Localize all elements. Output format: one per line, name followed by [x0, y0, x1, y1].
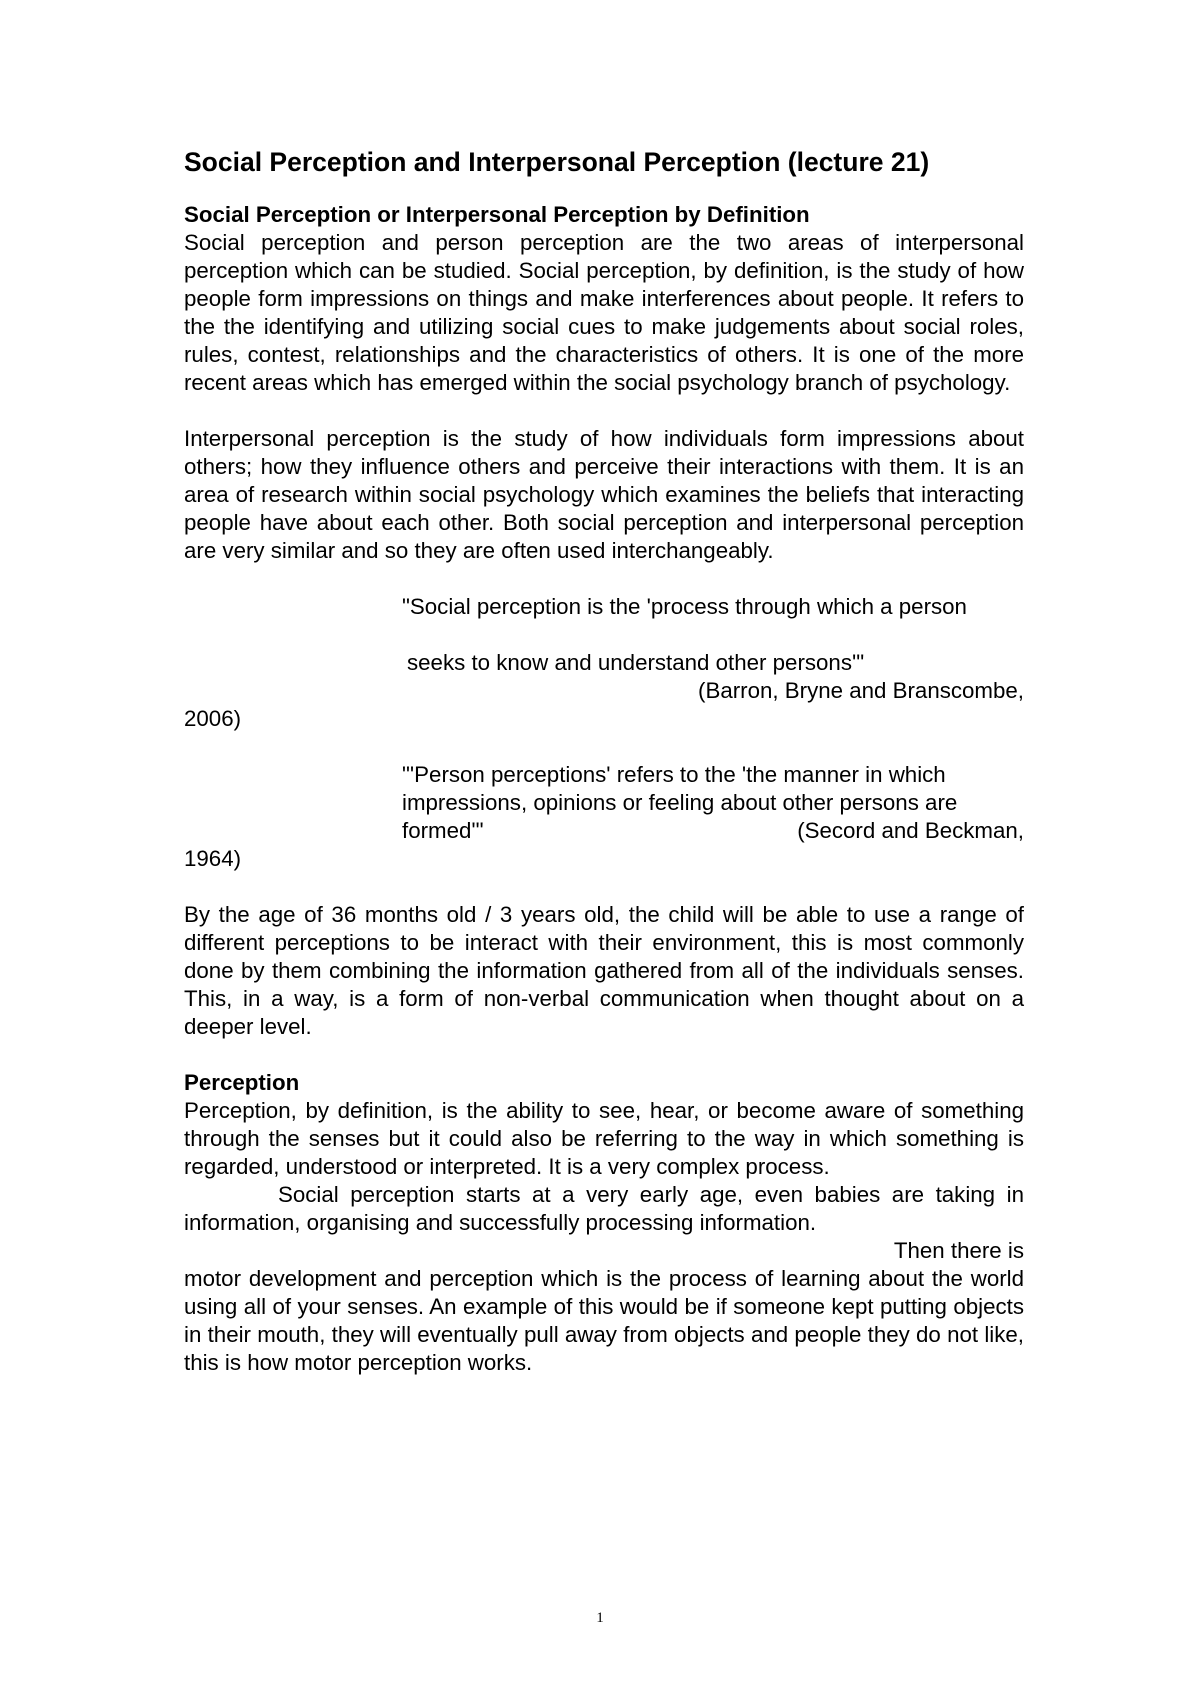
paragraph-child-development: By the age of 36 months old / 3 years old, the child will be able to use a range of different perceptions to be interact with their environment, this is most commonly done by them combining the information gathered from all of the individuals senses. This, in a way, is a form of non-verbal communication when thought about on a deeper level. [184, 902, 1024, 1039]
paragraph-social-perception: Social perception and person perception are the two areas of interpersonal perception which can be studied. Social perception, by definition, is the study of how people form impressions on things and make interferences about people. It refers to the the identifying and utilizing social cues to make judgements about social roles, rules, contest, relationships and the characteristics of others. It is one of the more recent areas which has emerged within the social psychology branch of psychology. [184, 230, 1024, 395]
paragraph-gap [184, 565, 1024, 593]
quote-2-line-3-row [184, 817, 1024, 845]
page-number: 1 [596, 1610, 604, 1626]
paragraph-gap [184, 873, 1024, 901]
paragraph-gap [184, 397, 1024, 425]
quote-2-citation-year: 1964) [184, 846, 242, 871]
document-body [184, 145, 1024, 1377]
quote-2-line-3: formed'" [402, 818, 484, 843]
paragraph-gap [184, 1041, 1024, 1069]
quote-1-line-1: "Social perception is the 'process through which a person [402, 594, 967, 619]
paragraph-interpersonal-perception: Interpersonal perception is the study of how individuals form impressions about others; how they influence others and perceive their interactions with them. It is an area of research within social psychology which examines the beliefs that interacting people have about each other. Both social perception and interpersonal perception are very similar and so they are often used interchangeably. [184, 426, 1024, 563]
page-title: Social Perception and Interpersonal Perception (lecture 21) [184, 147, 930, 177]
quote-2-line-2: impressions, opinions or feeling about other persons are [402, 790, 958, 815]
paragraph-gap [184, 733, 1024, 761]
paragraph-motor-first-line: Then there is [893, 1238, 1024, 1263]
paragraph-early-age: Social perception starts at a very early age, even babies are taking in information, organising and successfully processing information. [184, 1182, 1024, 1235]
quote-gap [184, 621, 1024, 649]
quote-1-citation-year: 2006) [184, 706, 242, 731]
paragraph-perception-definition: Perception, by definition, is the ability to see, hear, or become aware of something through the senses but it could also be referring to the way in which something is regarded, understood or interpreted. It is a very complex process. [184, 1098, 1024, 1179]
section-heading-definition: Social Perception or Interpersonal Perception by Definition [184, 202, 810, 227]
quote-1-line-2: seeks to know and understand other persons'" [407, 650, 865, 675]
quote-2-line-1: "'Person perceptions' refers to the 'the manner in which [402, 762, 946, 787]
paragraph-motor-development: motor development and perception which is the process of learning about the world using all of your senses. An example of this would be if someone kept putting objects in their mouth, they will eventually pull away from objects and people they do not like, this is how motor perception works. [184, 1266, 1024, 1375]
quote-2-citation: (Secord and Beckman, [797, 818, 1024, 843]
quote-1-citation: (Barron, Bryne and Branscombe, [698, 678, 1024, 703]
section-heading-perception: Perception [184, 1070, 300, 1095]
